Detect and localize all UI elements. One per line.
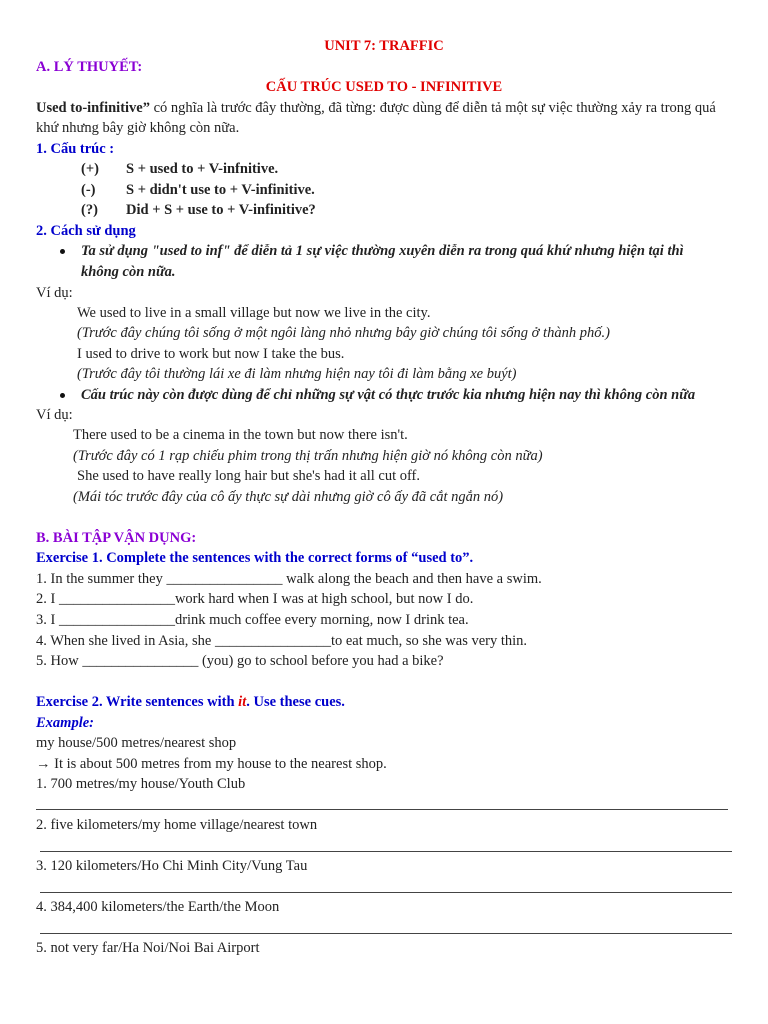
exercise-1-item: 4. When she lived in Asia, she ________________to eat much, so she was very thin. <box>36 633 528 649</box>
example-label: Ví dụ: <box>36 285 73 301</box>
example-english: There used to be a cinema in the town but now there isn't. <box>73 427 408 443</box>
exercise-2-item: 5. not very far/Ha Noi/Noi Bai Airport <box>36 940 260 956</box>
example-answer-line <box>36 754 387 774</box>
structure-heading: 1. Cấu trúc : <box>36 141 115 157</box>
exercise-2-title-start: Exercise 2. Write sentences with <box>36 694 239 710</box>
answer-line[interactable] <box>40 892 732 893</box>
bullet-dot <box>60 393 65 398</box>
section-b-heading: B. BÀI TẬP VẬN DỤNG: <box>36 530 197 546</box>
structure-sign: (?) <box>81 202 98 218</box>
structure-formula: S + didn't use to + V-infinitive. <box>126 182 315 198</box>
arrow-icon: → <box>36 756 51 772</box>
answer-line[interactable] <box>36 809 728 810</box>
usage-bullet-1-line-2: không còn nữa. <box>81 264 176 280</box>
exercise-2-title <box>36 692 345 712</box>
exercise-1-item: 1. In the summer they ________________ walk along the beach and then have a swim. <box>36 571 542 587</box>
example-english: I used to drive to work but now I take the bus. <box>77 346 345 362</box>
example-translation: (Trước đây chúng tôi sống ở một ngôi làng nhỏ nhưng bây giờ chúng tôi sống ở thành phố.) <box>77 325 610 341</box>
answer-line[interactable] <box>40 933 732 934</box>
unit-title: UNIT 7: TRAFFIC <box>324 38 444 54</box>
exercise-1-item: 3. I ________________drink much coffee every morning, now I drink tea. <box>36 612 469 628</box>
bullet-dot <box>60 249 65 254</box>
exercise-1-item: 2. I ________________work hard when I was at high school, but now I do. <box>36 591 474 607</box>
exercise-2-item: 1. 700 metres/my house/Youth Club <box>36 776 246 792</box>
exercise-1-item: 5. How ________________ (you) go to school before you had a bike? <box>36 653 444 669</box>
example-english: We used to live in a small village but now we live in the city. <box>77 305 431 321</box>
example-english: She used to have really long hair but she's had it all cut off. <box>77 468 421 484</box>
intro-term: Used to-infinitive” <box>36 100 150 116</box>
structure-sign: (+) <box>81 161 99 177</box>
example-label: Ví dụ: <box>36 407 73 423</box>
example-answer: It is about 500 metres from my house to the nearest shop. <box>50 756 387 772</box>
example-translation: (Trước đây tôi thường lái xe đi làm nhưng hiện nay tôi đi làm bằng xe buýt) <box>77 366 517 382</box>
structure-formula: Did + S + use to + V-infinitive? <box>126 202 316 218</box>
usage-bullet-2: Cấu trúc này còn được dùng để chỉ những sự vật có thực trước kia nhưng hiện nay thì không còn nữa <box>81 387 696 403</box>
exercise-2-item: 2. five kilometers/my home village/nearest town <box>36 817 318 833</box>
exercise-2-item: 4. 384,400 kilometers/the Earth/the Moon <box>36 899 280 915</box>
section-a-heading: A. LÝ THUYẾT: <box>36 59 143 75</box>
intro-line-2: khứ nhưng bây giờ không còn nữa. <box>36 120 240 136</box>
structure-formula: S + used to + V-infnitive. <box>126 161 279 177</box>
usage-bullet-1-line-1: Ta sử dụng "used to inf" để diễn tả 1 sự việc thường xuyên diễn ra trong quá khứ nhưng hiện tại thì <box>81 243 684 259</box>
intro-definition: có nghĩa là trước đây thường, đã từng: được dùng để diễn tả một sự việc thường xảy ra trong quá <box>149 100 716 116</box>
example-heading: Example: <box>36 715 94 731</box>
answer-line[interactable] <box>40 851 732 852</box>
example-cue: my house/500 metres/nearest shop <box>36 735 237 751</box>
example-translation: (Trước đây có 1 rạp chiếu phim trong thị trấn nhưng hiện giờ nó không còn nữa) <box>73 448 543 464</box>
structure-sign: (-) <box>81 182 96 198</box>
exercise-2-item: 3. 120 kilometers/Ho Chi Minh City/Vung Tau <box>36 858 308 874</box>
example-translation: (Mái tóc trước đây của cô ấy thực sự dài nhưng giờ cô ấy đã cắt ngắn nó) <box>73 489 504 505</box>
exercise-2-title-it: it <box>238 694 247 710</box>
structure-title: CẤU TRÚC USED TO - INFINITIVE <box>265 79 503 95</box>
intro-line-1 <box>36 98 716 118</box>
usage-heading: 2. Cách sử dụng <box>36 223 136 239</box>
exercise-2-title-end: . Use these cues. <box>246 694 345 710</box>
exercise-1-title: Exercise 1. Complete the sentences with the correct forms of “used to”. <box>36 550 474 566</box>
